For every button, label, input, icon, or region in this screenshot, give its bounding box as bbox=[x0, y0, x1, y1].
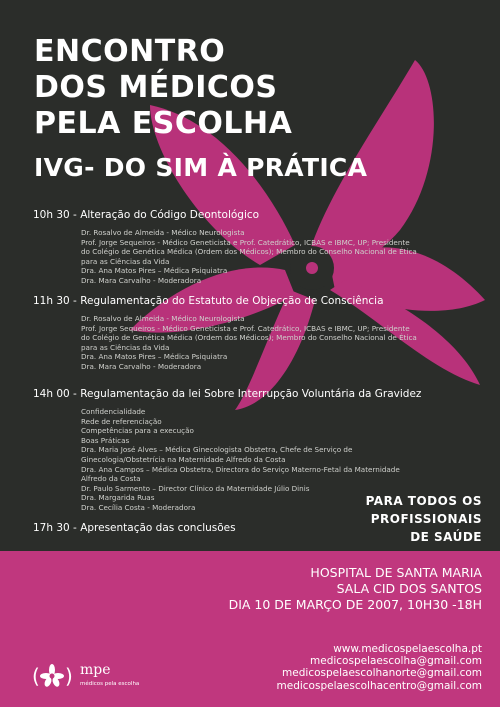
logo-name: mpe bbox=[80, 662, 111, 678]
logo-tagline: médicos pela escolha bbox=[80, 681, 140, 687]
speaker-line: Dra. Mara Carvalho - Moderadora bbox=[81, 275, 202, 285]
speaker-line: Dra. Mara Carvalho - Moderadora bbox=[81, 361, 202, 371]
speaker-line: Rede de referenciação bbox=[81, 416, 162, 426]
website-link[interactable]: www.medicospelaescolha.pt bbox=[333, 643, 482, 655]
venue-date: DIA 10 DE MARÇO DE 2007, 10H30 -18H bbox=[228, 597, 482, 612]
session-1 bbox=[33, 208, 473, 286]
svg-text:): ) bbox=[65, 664, 73, 688]
separator: - bbox=[69, 295, 81, 307]
speaker-line: Dra. Ana Matos Pires – Médica Psiquiatra bbox=[81, 266, 228, 276]
speaker-line: Dra. Ana Campos – Médica Obstetra, Directora do Serviço Materno-Fetal da Maternidade bbox=[81, 464, 400, 474]
session-time: 14h 00 bbox=[33, 388, 70, 400]
speaker-line: Alfredo da Costa bbox=[81, 474, 141, 484]
audience-line-3: DE SAÚDE bbox=[410, 530, 482, 544]
svg-text:(: ( bbox=[32, 664, 40, 688]
event-subtitle: IVG- DO SIM À PRÁTICA bbox=[34, 153, 368, 182]
title-line-2: DOS MÉDICOS bbox=[34, 70, 278, 105]
speaker-line: Dr. Rosalvo de Almeida - Médico Neurologista bbox=[81, 314, 245, 323]
venue-info bbox=[229, 565, 482, 613]
audience-line-1: PARA TODOS OS bbox=[365, 494, 482, 508]
speaker-line: Dra. Margarida Ruas bbox=[81, 493, 155, 503]
speaker-line: Ginecologia/Obstetrícia na Maternidade Alfredo da Costa bbox=[81, 454, 286, 464]
speaker-line: Dra. Ana Matos Pires – Médica Psiquiatra bbox=[81, 352, 228, 362]
speaker-line: do Colégio de Genética Médica (Ordem dos Médicos); Membro do Conselho Nacional de Ética bbox=[81, 333, 417, 343]
separator: - bbox=[69, 388, 81, 400]
email-link[interactable]: medicospelaescolhanorte@gmail.com bbox=[282, 667, 482, 680]
separator: - bbox=[69, 209, 81, 221]
speaker-line: do Colégio de Genética Médica (Ordem dos Médicos); Membro do Conselho Nacional de Ética bbox=[81, 247, 417, 257]
contact-info bbox=[277, 643, 483, 692]
title-line-3: PELA ESCOLHA bbox=[34, 106, 293, 141]
session-2 bbox=[33, 294, 473, 372]
venue-hospital: HOSPITAL DE SANTA MARIA bbox=[310, 565, 482, 580]
event-title bbox=[34, 34, 292, 142]
audience-notice bbox=[366, 492, 482, 546]
speaker-line: para as Ciências da Vida bbox=[81, 256, 170, 266]
audience-line-2: PROFISSIONAIS bbox=[370, 512, 482, 526]
session-heading bbox=[33, 208, 473, 222]
email-link[interactable]: medicospelaescolha@gmail.com bbox=[310, 655, 482, 668]
speaker-line: Dr. Rosalvo de Almeida - Médico Neurologista bbox=[81, 228, 245, 237]
speaker-line: Boas Práticas bbox=[81, 435, 130, 445]
session-time: 10h 30 bbox=[33, 209, 70, 221]
speaker-line: Prof. Jorge Sequeiros - Médico Geneticista e Prof. Catedrático, ICBAS e IBMC, UP; Presidente bbox=[81, 237, 410, 247]
speaker-line: para as Ciências da Vida bbox=[81, 342, 170, 352]
session-topic: Regulamentação do Estatuto de Objecção de Consciência bbox=[80, 295, 384, 307]
session-topic: Regulamentação da lei Sobre Interrupção Voluntária da Gravidez bbox=[80, 388, 422, 400]
speaker-line: Competências para a execução bbox=[81, 426, 194, 436]
session-topic: Alteração do Código Deontológico bbox=[80, 209, 260, 221]
session-topic: Apresentação das conclusões bbox=[80, 522, 236, 534]
speaker-line: Dra. Maria José Alves – Médica Ginecologista Obstetra, Chefe de Serviço de bbox=[81, 445, 353, 455]
venue-room: SALA CID DOS SANTOS bbox=[336, 581, 482, 596]
separator: - bbox=[69, 522, 81, 534]
speaker-list bbox=[81, 228, 473, 286]
mpe-logo bbox=[32, 659, 142, 695]
session-time: 17h 30 bbox=[33, 522, 70, 534]
session-heading bbox=[33, 387, 473, 401]
session-heading bbox=[33, 294, 473, 308]
email-link[interactable]: medicospelaescolhacentro@gmail.com bbox=[276, 679, 482, 692]
speaker-list bbox=[81, 314, 473, 372]
speaker-line: Dr. Paulo Sarmento – Director Clínico da Maternidade Júlio Dinis bbox=[81, 483, 310, 493]
title-line-1: ENCONTRO bbox=[34, 34, 226, 69]
session-time: 11h 30 bbox=[33, 295, 70, 307]
flower-logo-icon bbox=[32, 661, 72, 691]
speaker-line: Confidencialidade bbox=[81, 407, 146, 416]
speaker-line: Dra. Cecília Costa - Moderadora bbox=[81, 502, 196, 512]
speaker-line: Prof. Jorge Sequeiros - Médico Geneticista e Prof. Catedrático, ICBAS e IBMC, UP; Presidente bbox=[81, 323, 410, 333]
